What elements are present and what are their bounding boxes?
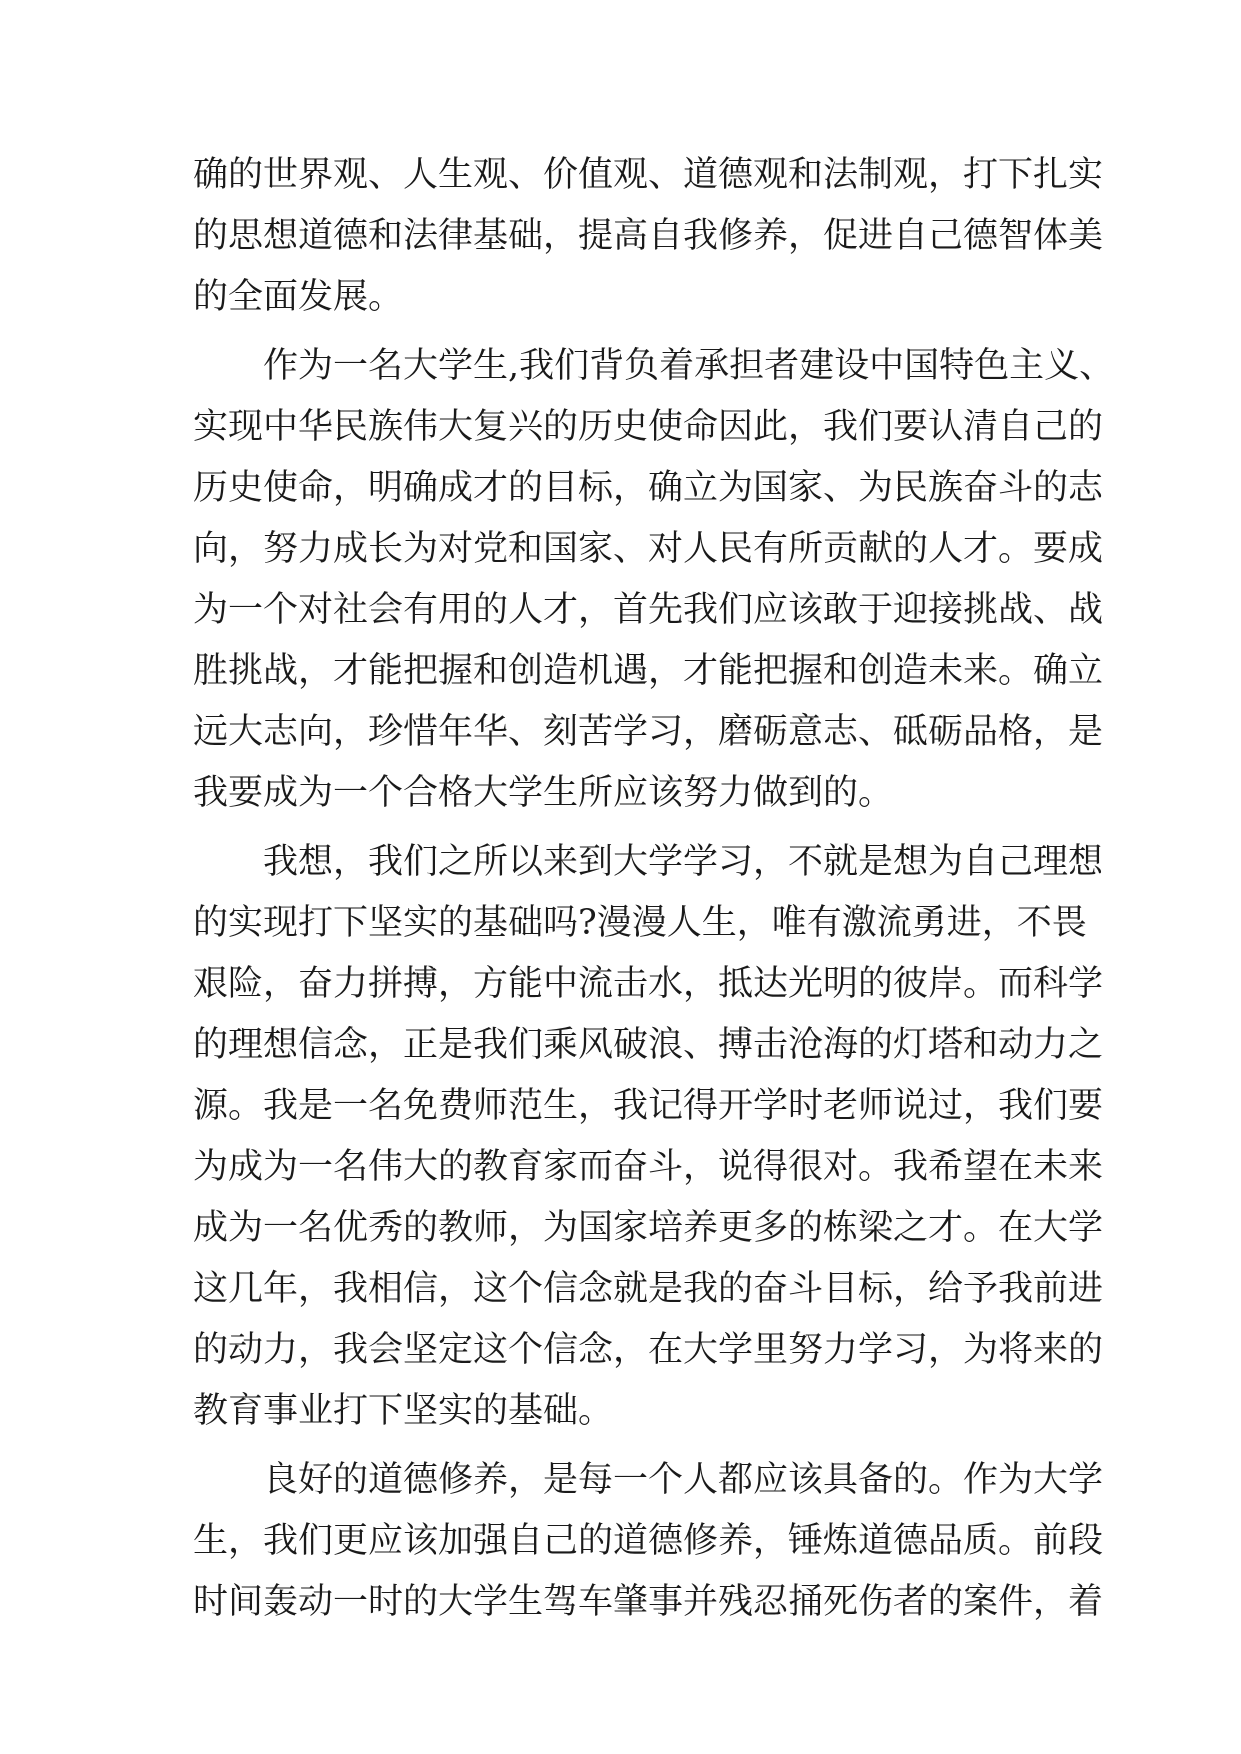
text-line: 实现中华民族伟大复兴的历史使命因此，我们要认清自己的 <box>193 407 1104 447</box>
text-line: 历史使命，明确成才的目标，确立为国家、为民族奋斗的志 <box>193 468 1104 508</box>
body-text <box>193 145 1115 1633</box>
paragraph-4 <box>193 1450 1104 1633</box>
text-line: 作为一名大学生,我们背负着承担者建设中国特色主义、 <box>263 346 1115 386</box>
text-line: 艰险，奋力拼搏，方能中流击水，抵达光明的彼岸。而科学 <box>193 964 1104 1004</box>
paragraph-gap <box>193 1442 1053 1450</box>
text-line: 为一个对社会有用的人才，首先我们应该敢于迎接挑战、战 <box>193 590 1104 630</box>
text-line: 成为一名优秀的教师，为国家培养更多的栋梁之才。在大学 <box>193 1208 1104 1248</box>
text-line: 良好的道德修养，是每一个人都应该具备的。作为大学 <box>263 1460 1104 1500</box>
text-line: 教育事业打下坚实的基础。 <box>193 1391 614 1431</box>
text-line: 我要成为一个合格大学生所应该努力做到的。 <box>193 773 894 813</box>
text-line: 这几年，我相信，这个信念就是我的奋斗目标，给予我前进 <box>193 1269 1104 1309</box>
text-line: 我想，我们之所以来到大学学习，不就是想为自己理想 <box>263 842 1104 882</box>
paragraph-2 <box>193 336 1115 824</box>
paragraph-gap <box>193 328 1053 336</box>
text-line: 远大志向，珍惜年华、刻苦学习，磨砺意志、砥砺品格，是 <box>193 712 1104 752</box>
text-line: 胜挑战，才能把握和创造机遇，才能把握和创造未来。确立 <box>193 651 1104 691</box>
paragraph-gap <box>193 824 1053 832</box>
text-line: 确的世界观、人生观、价值观、道德观和法制观，打下扎实 <box>193 155 1104 195</box>
text-line: 为成为一名伟大的教育家而奋斗，说得很对。我希望在未来 <box>193 1147 1104 1187</box>
text-line: 生，我们更应该加强自己的道德修养，锤炼道德品质。前段 <box>193 1521 1104 1561</box>
text-line: 的实现打下坚实的基础吗?漫漫人生，唯有激流勇进，不畏 <box>193 903 1087 943</box>
paragraph-3 <box>193 832 1104 1442</box>
text-line: 向，努力成长为对党和国家、对人民有所贡献的人才。要成 <box>193 529 1104 569</box>
text-line: 的理想信念，正是我们乘风破浪、搏击沧海的灯塔和动力之 <box>193 1025 1104 1065</box>
paragraph-1 <box>193 145 1104 328</box>
text-line: 的动力，我会坚定这个信念，在大学里努力学习，为将来的 <box>193 1330 1104 1370</box>
text-line: 源。我是一名免费师范生，我记得开学时老师说过，我们要 <box>193 1086 1104 1126</box>
text-line: 的思想道德和法律基础，提高自我修养，促进自己德智体美 <box>193 216 1104 256</box>
text-line: 时间轰动一时的大学生驾车肇事并残忍捅死伤者的案件，着 <box>193 1582 1104 1622</box>
text-line: 的全面发展。 <box>193 277 404 317</box>
